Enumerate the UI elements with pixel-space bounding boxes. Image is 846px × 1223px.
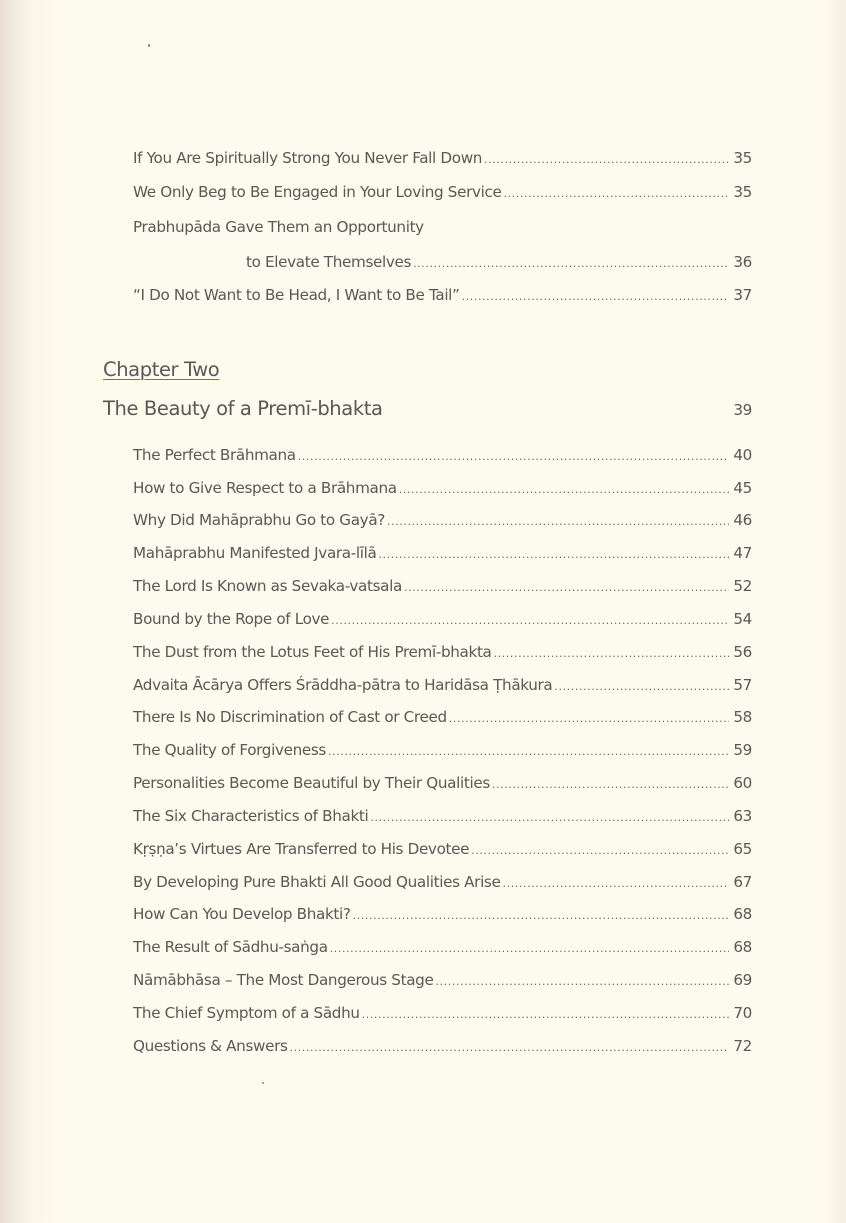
toc-entry-title: Nāmābhāsa – The Most Dangerous Stage	[133, 971, 434, 989]
toc-entry[interactable]	[133, 476, 752, 500]
toc-entry[interactable]	[133, 283, 752, 307]
toc-entry-title: How Can You Develop Bhakti?	[133, 905, 351, 923]
toc-entry-title: How to Give Respect to a Brāhmana	[133, 479, 397, 497]
toc-entry-page: 57	[733, 676, 752, 694]
toc-entry-page: 56	[733, 643, 752, 661]
toc-entry[interactable]	[133, 541, 752, 565]
toc-entry-title: There Is No Discrimination of Cast or Creed	[133, 708, 447, 726]
toc-entry-continuation[interactable]	[246, 250, 752, 274]
toc-entry-page: 60	[733, 774, 752, 792]
toc-entry-page: 37	[733, 286, 752, 304]
toc-entry-title: If You Are Spiritually Strong You Never Fall Down	[133, 149, 483, 167]
leader-dots	[435, 970, 729, 994]
toc-entry-title: Kṛṣṇa’s Virtues Are Transferred to His Devotee	[133, 840, 470, 858]
toc-entry-title: Why Did Mahāprabhu Go to Gayā?	[133, 511, 385, 529]
toc-entry[interactable]	[133, 180, 752, 204]
toc-entry[interactable]	[133, 705, 752, 729]
toc-entry[interactable]	[133, 673, 752, 697]
toc-entry-title: The Quality of Forgiveness	[133, 741, 326, 759]
toc-entry-title: Questions & Answers	[133, 1037, 288, 1055]
toc-entry-page: 68	[733, 905, 752, 923]
leader-dots	[449, 707, 730, 731]
toc-entry-page: 54	[733, 610, 752, 628]
toc-entry[interactable]	[133, 1001, 752, 1025]
toc-entry-title-cont: to Elevate Themselves	[246, 253, 412, 271]
toc-entry-page: 36	[733, 253, 752, 271]
toc-entry-title: We Only Beg to Be Engaged in Your Loving Service	[133, 183, 502, 201]
toc-entry-page: 69	[733, 971, 752, 989]
leader-dots	[494, 642, 730, 666]
toc-entry-page: 72	[733, 1037, 752, 1055]
chapter-title: The Beauty of a Premī-bhakta	[103, 397, 383, 420]
toc-entry-title: Prabhupāda Gave Them an Opportunity	[133, 218, 424, 236]
leader-dots	[554, 675, 729, 699]
toc-entry-page: 59	[733, 741, 752, 759]
leader-dots	[328, 740, 729, 764]
leader-dots	[330, 937, 730, 961]
toc-entry-title: Mahāprabhu Manifested Jvara-līlā	[133, 544, 377, 562]
toc-entry[interactable]	[133, 738, 752, 762]
toc-entry-title: Personalities Become Beautiful by Their Qualities	[133, 774, 490, 792]
toc-entry[interactable]	[133, 935, 752, 959]
leader-dots	[370, 806, 729, 830]
toc-entry-page: 46	[733, 511, 752, 529]
toc-entry[interactable]	[133, 640, 752, 664]
toc-entry-page: 45	[733, 479, 752, 497]
toc-entry-page: 35	[733, 183, 752, 201]
toc-entry[interactable]	[133, 804, 752, 828]
toc-entry-title: Bound by the Rope of Love	[133, 610, 330, 628]
toc-entry-page: 68	[733, 938, 752, 956]
leader-dots	[331, 609, 729, 633]
toc-entry-page: 47	[733, 544, 752, 562]
toc-entry-page: 63	[733, 807, 752, 825]
leader-dots	[404, 576, 729, 600]
toc-entry-page: 65	[733, 840, 752, 858]
toc-entry-title: “I Do Not Want to Be Head, I Want to Be Tail”	[133, 286, 460, 304]
leader-dots	[298, 445, 730, 469]
toc-entry-page: 67	[733, 873, 752, 891]
leader-dots	[353, 904, 730, 928]
toc-entry-title: The Chief Symptom of a Sādhu	[133, 1004, 360, 1022]
toc-entry-title: The Six Characteristics of Bhakti	[133, 807, 369, 825]
toc-entry-page: 35	[733, 149, 752, 167]
paper-speck	[262, 1082, 264, 1084]
toc-entry-page: 52	[733, 577, 752, 595]
leader-dots	[503, 872, 730, 896]
toc-entry-page: 70	[733, 1004, 752, 1022]
leader-dots	[387, 510, 729, 534]
chapter-page: 39	[733, 401, 752, 419]
toc-entry-title: The Result of Sādhu-saṅga	[133, 938, 328, 956]
toc-entry[interactable]	[133, 215, 752, 239]
toc-entry[interactable]	[133, 902, 752, 926]
toc-entry-title: By Developing Pure Bhakti All Good Qualities Arise	[133, 873, 501, 891]
chapter-label[interactable]: Chapter Two	[103, 358, 220, 381]
toc-entry[interactable]	[133, 1034, 752, 1058]
leader-dots	[492, 773, 729, 797]
leader-dots	[362, 1003, 730, 1027]
toc-entry[interactable]	[133, 574, 752, 598]
leader-dots	[413, 252, 729, 276]
leader-dots	[399, 478, 730, 502]
toc-entry[interactable]	[133, 870, 752, 894]
toc-entry[interactable]	[133, 146, 752, 170]
toc-entry[interactable]	[133, 771, 752, 795]
chapter-title-row[interactable]	[103, 395, 752, 424]
leader-dots	[378, 543, 729, 567]
toc-entry[interactable]	[133, 443, 752, 467]
leader-dots	[462, 285, 730, 309]
leader-dots	[471, 839, 729, 863]
toc-entry-title: The Dust from the Lotus Feet of His Premī-bhakta	[133, 643, 492, 661]
toc-entry[interactable]	[133, 508, 752, 532]
toc-entry[interactable]	[133, 607, 752, 631]
toc-entry-title: The Lord Is Known as Sevaka-vatsala	[133, 577, 402, 595]
toc-entry-title: The Perfect Brāhmana	[133, 446, 296, 464]
paper-speck	[148, 44, 150, 47]
leader-dots	[484, 148, 729, 172]
toc-entry[interactable]	[133, 837, 752, 861]
leader-dots	[290, 1036, 730, 1060]
leader-dots	[503, 182, 729, 206]
toc-entry-title: Advaita Ācārya Offers Śrāddha-pātra to Haridāsa Ṭhākura	[133, 676, 553, 694]
toc-entry[interactable]	[133, 968, 752, 992]
toc-entry-page: 40	[733, 446, 752, 464]
toc-entry-page: 58	[733, 708, 752, 726]
